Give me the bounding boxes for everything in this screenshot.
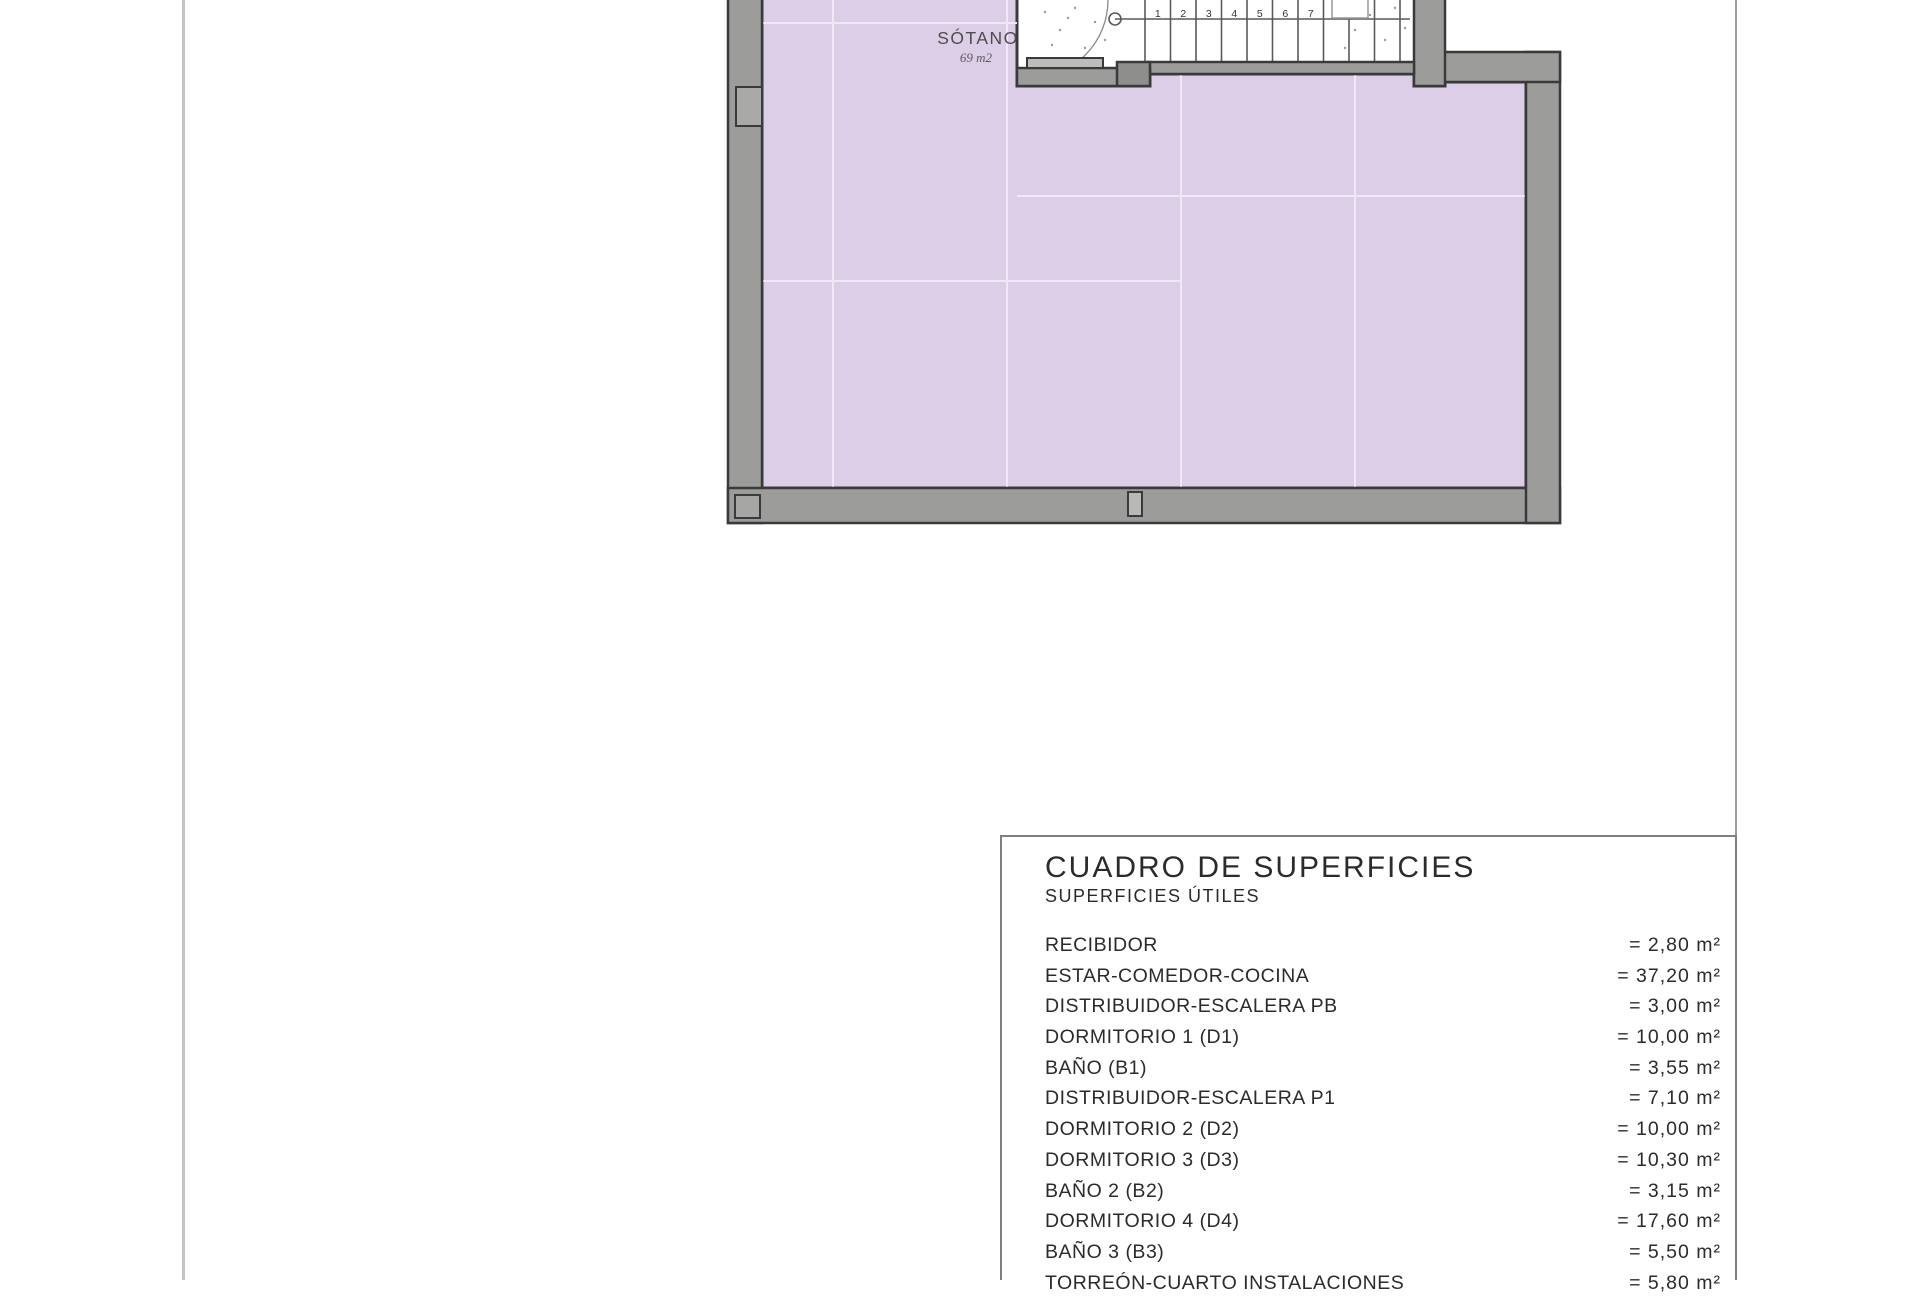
wall-bottom <box>728 488 1560 523</box>
stair-cut-detail <box>1332 0 1368 18</box>
room-name: DORMITORIO 1 (D1) <box>1045 1026 1240 1049</box>
surfaces-table-title: CUADRO DE SUPERFICIES <box>1045 851 1476 884</box>
table-row <box>1045 1268 1721 1298</box>
room-area: = 10,00 m² <box>1617 1118 1721 1141</box>
room-name: BAÑO 2 (B2) <box>1045 1179 1165 1202</box>
surfaces-table-subtitle: SUPERFICIES ÚTILES <box>1045 886 1261 906</box>
pilaster-bottom-left <box>735 495 760 518</box>
table-row <box>1045 1237 1721 1268</box>
table-row <box>1045 991 1721 1022</box>
room-area: = 2,80 m² <box>1629 934 1721 956</box>
surfaces-table-panel <box>1000 835 1737 1294</box>
table-row <box>1045 930 1721 961</box>
room-area: = 37,20 m² <box>1617 964 1721 987</box>
table-row <box>1045 1022 1721 1053</box>
table-row <box>1045 1053 1721 1084</box>
stair-number: 2 <box>1180 8 1187 20</box>
stair-number: 3 <box>1205 8 1212 20</box>
wall-under-stair <box>1148 62 1414 74</box>
table-row <box>1045 1083 1721 1114</box>
room-area: = 5,50 m² <box>1629 1240 1721 1263</box>
stair-number: 4 <box>1231 8 1238 20</box>
room-area: = 7,10 m² <box>1629 1087 1721 1110</box>
room-area: = 3,00 m² <box>1629 995 1721 1018</box>
table-row <box>1045 1206 1721 1237</box>
room-area: = 10,30 m² <box>1617 1148 1721 1171</box>
room-label: SÓTANO <box>937 28 1019 48</box>
table-row <box>1045 1145 1721 1176</box>
room-name: DISTRIBUIDOR-ESCALERA P1 <box>1045 1087 1336 1110</box>
wall-stair-right <box>1414 0 1445 86</box>
table-row <box>1045 1176 1721 1207</box>
surfaces-table-rows <box>1002 930 1735 1298</box>
stair-number: 7 <box>1307 8 1314 20</box>
room-area: = 5,80 m² <box>1629 1271 1721 1294</box>
room-name: DORMITORIO 4 (D4) <box>1045 1210 1240 1233</box>
floor-plan <box>0 0 1920 560</box>
wall-top-right <box>1443 52 1560 82</box>
room-name: DISTRIBUIDOR-ESCALERA PB <box>1045 995 1338 1018</box>
bottom-wall-niche <box>1128 492 1142 516</box>
room-area-label: 69 m2 <box>959 50 993 65</box>
room-name: DORMITORIO 3 (D3) <box>1045 1148 1240 1171</box>
stair-number: 6 <box>1282 8 1289 20</box>
wall-left <box>728 0 762 523</box>
room-area: = 10,00 m² <box>1617 1026 1721 1049</box>
room-name: TORREÓN-CUARTO INSTALACIONES <box>1045 1271 1405 1294</box>
room-name: ESTAR-COMEDOR-COCINA <box>1045 964 1310 987</box>
stair-number: 5 <box>1256 8 1263 20</box>
stair-bottom-step <box>1027 58 1103 68</box>
table-row <box>1045 961 1721 992</box>
room-area: = 3,15 m² <box>1629 1179 1721 1202</box>
room-name: BAÑO 3 (B3) <box>1045 1240 1165 1263</box>
room-name: RECIBIDOR <box>1045 934 1158 956</box>
table-row <box>1045 1114 1721 1145</box>
stair-column <box>1117 62 1150 86</box>
wall-right <box>1526 52 1560 523</box>
room-area: = 3,55 m² <box>1629 1056 1721 1079</box>
stair-number: 1 <box>1154 8 1161 20</box>
room-name: DORMITORIO 2 (D2) <box>1045 1118 1240 1141</box>
room-name: BAÑO (B1) <box>1045 1056 1148 1079</box>
room-area: = 17,60 m² <box>1617 1210 1721 1233</box>
pilaster-left-wall <box>736 87 762 126</box>
